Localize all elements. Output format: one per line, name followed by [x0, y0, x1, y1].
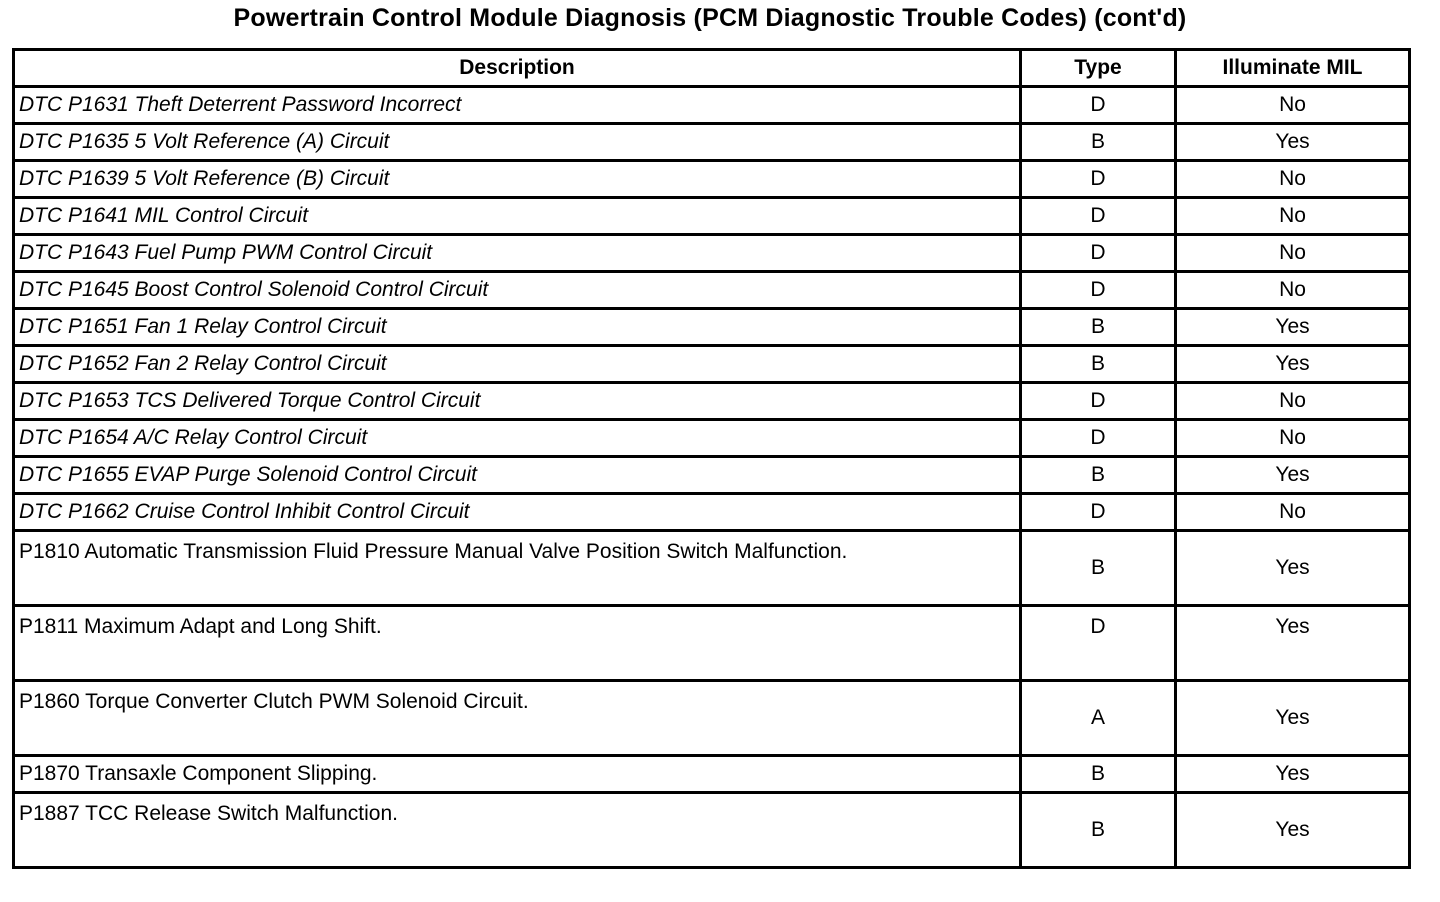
table-header-row	[14, 50, 1410, 87]
row-illuminate-mil: Yes	[1176, 793, 1410, 868]
row-description: DTC P1645 Boost Control Solenoid Control Circuit	[14, 272, 1021, 309]
table-row	[14, 756, 1410, 793]
row-illuminate-mil: No	[1176, 235, 1410, 272]
row-description: DTC P1655 EVAP Purge Solenoid Control Circuit	[14, 457, 1021, 494]
row-illuminate-mil: Yes	[1176, 346, 1410, 383]
table-row	[14, 681, 1410, 756]
row-description: DTC P1653 TCS Delivered Torque Control Circuit	[14, 383, 1021, 420]
table-row	[14, 87, 1410, 124]
row-illuminate-mil: Yes	[1176, 457, 1410, 494]
row-illuminate-mil: Yes	[1176, 756, 1410, 793]
row-illuminate-mil: No	[1176, 383, 1410, 420]
table-row	[14, 309, 1410, 346]
row-type: D	[1021, 235, 1176, 272]
row-illuminate-mil: Yes	[1176, 681, 1410, 756]
table-row	[14, 494, 1410, 531]
row-type: D	[1021, 383, 1176, 420]
row-type: B	[1021, 756, 1176, 793]
row-description: DTC P1651 Fan 1 Relay Control Circuit	[14, 309, 1021, 346]
row-illuminate-mil: No	[1176, 420, 1410, 457]
row-type: D	[1021, 494, 1176, 531]
row-type: D	[1021, 198, 1176, 235]
row-description: P1870 Transaxle Component Slipping.	[14, 756, 1021, 793]
column-header-type: Type	[1021, 50, 1176, 87]
column-header-description: Description	[14, 50, 1021, 87]
row-illuminate-mil: Yes	[1176, 309, 1410, 346]
table-row	[14, 606, 1410, 681]
row-type: B	[1021, 793, 1176, 868]
column-header-illuminate-mil: Illuminate MIL	[1176, 50, 1410, 87]
row-illuminate-mil: No	[1176, 161, 1410, 198]
table-row	[14, 161, 1410, 198]
row-type: D	[1021, 272, 1176, 309]
row-description: DTC P1652 Fan 2 Relay Control Circuit	[14, 346, 1021, 383]
table-row	[14, 420, 1410, 457]
row-type: D	[1021, 161, 1176, 198]
row-type: B	[1021, 124, 1176, 161]
row-description: P1810 Automatic Transmission Fluid Pressure Manual Valve Position Switch Malfunction.	[14, 531, 1021, 606]
table-row	[14, 531, 1410, 606]
table-row	[14, 124, 1410, 161]
row-type: A	[1021, 681, 1176, 756]
row-description: DTC P1631 Theft Deterrent Password Incorrect	[14, 87, 1021, 124]
row-description: P1887 TCC Release Switch Malfunction.	[14, 793, 1021, 868]
row-type: B	[1021, 531, 1176, 606]
row-illuminate-mil: Yes	[1176, 606, 1410, 681]
row-type: D	[1021, 606, 1176, 681]
row-description: DTC P1643 Fuel Pump PWM Control Circuit	[14, 235, 1021, 272]
row-description: DTC P1639 5 Volt Reference (B) Circuit	[14, 161, 1021, 198]
row-type: D	[1021, 87, 1176, 124]
row-description: DTC P1662 Cruise Control Inhibit Control Circuit	[14, 494, 1021, 531]
table-row	[14, 457, 1410, 494]
table-row	[14, 198, 1410, 235]
row-type: B	[1021, 309, 1176, 346]
row-illuminate-mil: No	[1176, 272, 1410, 309]
row-illuminate-mil: No	[1176, 87, 1410, 124]
dtc-table	[12, 48, 1411, 869]
row-type: D	[1021, 420, 1176, 457]
row-illuminate-mil: No	[1176, 198, 1410, 235]
table-row	[14, 235, 1410, 272]
table-row	[14, 383, 1410, 420]
table-row	[14, 272, 1410, 309]
row-type: B	[1021, 457, 1176, 494]
row-type: B	[1021, 346, 1176, 383]
row-description: DTC P1654 A/C Relay Control Circuit	[14, 420, 1021, 457]
page-title: Powertrain Control Module Diagnosis (PCM Diagnostic Trouble Codes) (cont'd)	[233, 4, 1187, 32]
row-illuminate-mil: Yes	[1176, 531, 1410, 606]
row-illuminate-mil: Yes	[1176, 124, 1410, 161]
row-description: DTC P1635 5 Volt Reference (A) Circuit	[14, 124, 1021, 161]
row-description: P1860 Torque Converter Clutch PWM Solenoid Circuit.	[14, 681, 1021, 756]
table-row	[14, 346, 1410, 383]
table-row	[14, 793, 1410, 868]
row-illuminate-mil: No	[1176, 494, 1410, 531]
row-description: P1811 Maximum Adapt and Long Shift.	[14, 606, 1021, 681]
row-description: DTC P1641 MIL Control Circuit	[14, 198, 1021, 235]
